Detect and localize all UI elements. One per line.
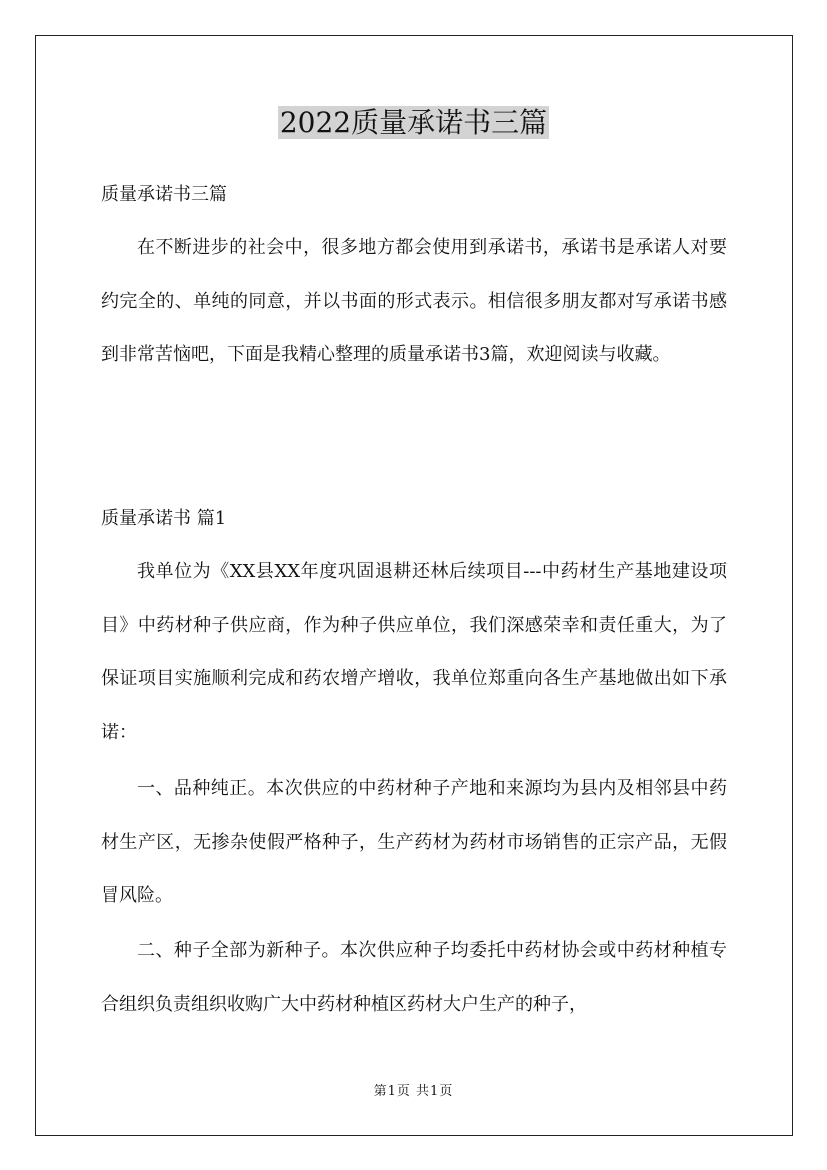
section1-paragraph-3: 二、种子全部为新种子。本次供应种子均委托中药材协会或中药材种植专合组织负责组织收购广大中药材种植区药材大户生产的种子， — [101, 940, 727, 1015]
intro-paragraph: 在不断进步的社会中，很多地方都会使用到承诺书，承诺书是承诺人对要约完全的、单纯的同意，并以书面的形式表示。相信很多朋友都对写承诺书感到非常苦恼吧，下面是我精心整理的质量承诺书3篇，欢迎阅读与收藏。 — [101, 237, 727, 365]
page-footer: 第1页 共1页 — [373, 1084, 454, 1099]
document-subtitle: 质量承诺书三篇 — [101, 184, 227, 205]
section-heading: 质量承诺书 篇1 — [101, 508, 227, 529]
section1-paragraph-1: 我单位为《XX县XX年度巩固退耕还林后续项目---中药材生产基地建设项目》中药材种子供应商，作为种子供应单位，我们深感荣幸和责任重大，为了保证项目实施顺利完成和药农增产增收，我单位郑重向各生产基地做出如下承诺： — [101, 561, 727, 743]
section1-paragraph-2: 一、品种纯正。本次供应的中药材种子产地和来源均为县内及相邻县中药材生产区，无掺杂使假严格种子，生产药材为药材市场销售的正宗产品，无假冒风险。 — [101, 778, 727, 906]
document-title — [0, 103, 827, 143]
document-title-text: 2022质量承诺书三篇 — [279, 106, 548, 139]
